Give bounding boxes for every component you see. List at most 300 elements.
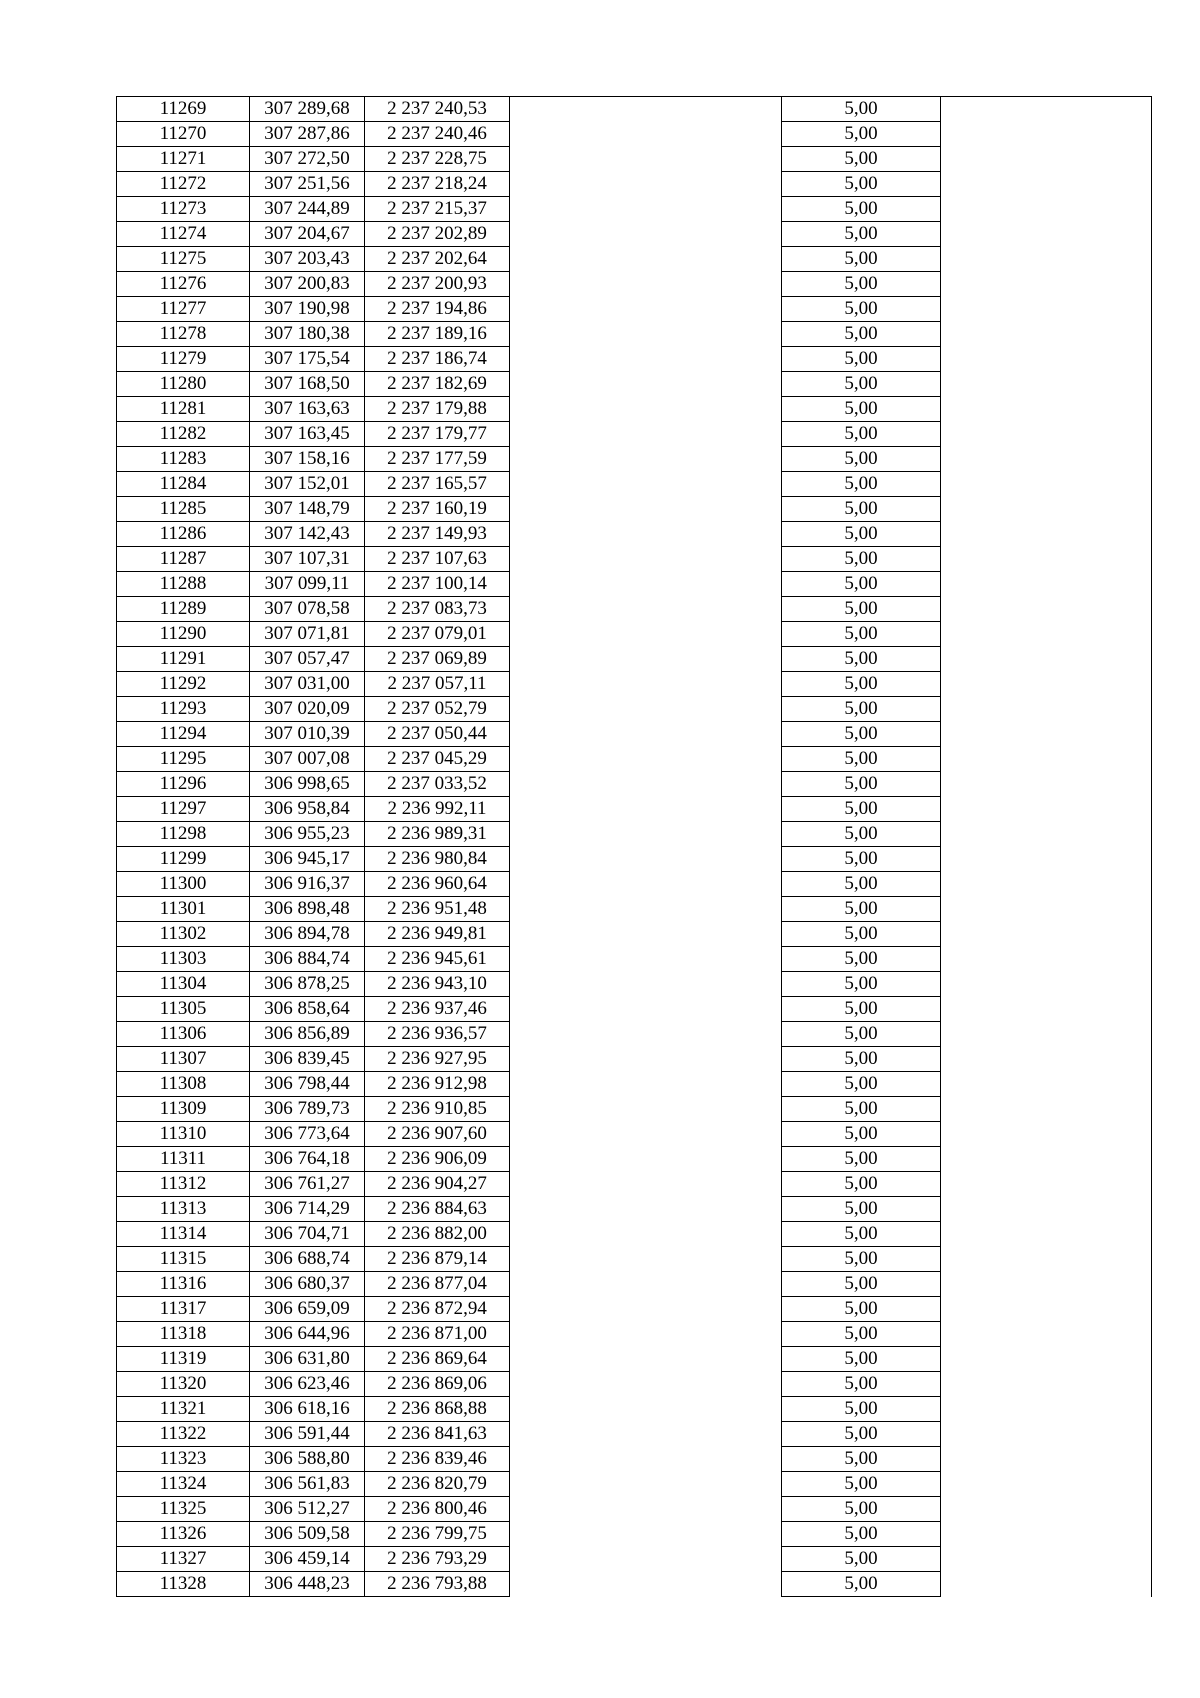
blank-cell (510, 1322, 782, 1347)
value-cell: 5,00 (782, 1347, 941, 1372)
last-cell (941, 222, 1152, 247)
table-row (117, 1522, 1152, 1547)
last-cell (941, 1022, 1152, 1047)
value-cell: 5,00 (782, 1197, 941, 1222)
blank-cell (510, 697, 782, 722)
last-cell (941, 897, 1152, 922)
x-coordinate-cell: 306 591,44 (250, 1422, 365, 1447)
last-cell (941, 1347, 1152, 1372)
y-coordinate-cell: 2 237 179,88 (365, 397, 510, 422)
point-number-cell: 11279 (117, 347, 250, 372)
point-number-cell: 11316 (117, 1272, 250, 1297)
x-coordinate-cell: 306 512,27 (250, 1497, 365, 1522)
table-row (117, 1322, 1152, 1347)
last-cell (941, 1097, 1152, 1122)
value-cell: 5,00 (782, 947, 941, 972)
y-coordinate-cell: 2 236 868,88 (365, 1397, 510, 1422)
table-row (117, 622, 1152, 647)
point-number-cell: 11306 (117, 1022, 250, 1047)
value-cell: 5,00 (782, 1072, 941, 1097)
table-row (117, 1572, 1152, 1597)
table-row (117, 1547, 1152, 1572)
x-coordinate-cell: 307 175,54 (250, 347, 365, 372)
last-cell (941, 1047, 1152, 1072)
point-number-cell: 11284 (117, 472, 250, 497)
point-number-cell: 11319 (117, 1347, 250, 1372)
value-cell: 5,00 (782, 997, 941, 1022)
blank-cell (510, 1397, 782, 1422)
blank-cell (510, 1097, 782, 1122)
point-number-cell: 11277 (117, 297, 250, 322)
table-row (117, 1197, 1152, 1222)
value-cell: 5,00 (782, 872, 941, 897)
point-number-cell: 11290 (117, 622, 250, 647)
table-row (117, 322, 1152, 347)
value-cell: 5,00 (782, 1372, 941, 1397)
last-cell (941, 997, 1152, 1022)
y-coordinate-cell: 2 237 228,75 (365, 147, 510, 172)
value-cell: 5,00 (782, 697, 941, 722)
blank-cell (510, 1372, 782, 1397)
blank-cell (510, 897, 782, 922)
blank-cell (510, 1422, 782, 1447)
table-row (117, 397, 1152, 422)
x-coordinate-cell: 306 955,23 (250, 822, 365, 847)
value-cell: 5,00 (782, 247, 941, 272)
last-cell (941, 1447, 1152, 1472)
blank-cell (510, 722, 782, 747)
blank-cell (510, 372, 782, 397)
table-row (117, 772, 1152, 797)
last-cell (941, 747, 1152, 772)
x-coordinate-cell: 306 659,09 (250, 1297, 365, 1322)
value-cell: 5,00 (782, 1122, 941, 1147)
value-cell: 5,00 (782, 497, 941, 522)
y-coordinate-cell: 2 236 992,11 (365, 797, 510, 822)
table-row (117, 922, 1152, 947)
y-coordinate-cell: 2 236 960,64 (365, 872, 510, 897)
x-coordinate-cell: 306 839,45 (250, 1047, 365, 1072)
x-coordinate-cell: 306 561,83 (250, 1472, 365, 1497)
x-coordinate-cell: 306 916,37 (250, 872, 365, 897)
point-number-cell: 11304 (117, 972, 250, 997)
value-cell: 5,00 (782, 1547, 941, 1572)
table-row (117, 1072, 1152, 1097)
point-number-cell: 11294 (117, 722, 250, 747)
y-coordinate-cell: 2 236 871,00 (365, 1322, 510, 1347)
blank-cell (510, 1347, 782, 1372)
last-cell (941, 272, 1152, 297)
table-row (117, 947, 1152, 972)
table-row (117, 1147, 1152, 1172)
point-number-cell: 11326 (117, 1522, 250, 1547)
y-coordinate-cell: 2 236 841,63 (365, 1422, 510, 1447)
y-coordinate-cell: 2 236 945,61 (365, 947, 510, 972)
last-cell (941, 397, 1152, 422)
point-number-cell: 11278 (117, 322, 250, 347)
blank-cell (510, 1472, 782, 1497)
y-coordinate-cell: 2 237 182,69 (365, 372, 510, 397)
last-cell (941, 972, 1152, 997)
blank-cell (510, 747, 782, 772)
last-cell (941, 122, 1152, 147)
last-cell (941, 497, 1152, 522)
y-coordinate-cell: 2 236 949,81 (365, 922, 510, 947)
last-cell (941, 97, 1152, 122)
y-coordinate-cell: 2 237 107,63 (365, 547, 510, 572)
blank-cell (510, 847, 782, 872)
point-number-cell: 11309 (117, 1097, 250, 1122)
x-coordinate-cell: 307 180,38 (250, 322, 365, 347)
point-number-cell: 11302 (117, 922, 250, 947)
value-cell: 5,00 (782, 897, 941, 922)
blank-cell (510, 272, 782, 297)
value-cell: 5,00 (782, 1047, 941, 1072)
last-cell (941, 622, 1152, 647)
x-coordinate-cell: 307 163,63 (250, 397, 365, 422)
x-coordinate-cell: 307 031,00 (250, 672, 365, 697)
x-coordinate-cell: 306 856,89 (250, 1022, 365, 1047)
y-coordinate-cell: 2 236 877,04 (365, 1272, 510, 1297)
blank-cell (510, 522, 782, 547)
point-number-cell: 11298 (117, 822, 250, 847)
table-row (117, 1397, 1152, 1422)
last-cell (941, 572, 1152, 597)
last-cell (941, 247, 1152, 272)
last-cell (941, 1197, 1152, 1222)
last-cell (941, 347, 1152, 372)
x-coordinate-cell: 306 884,74 (250, 947, 365, 972)
point-number-cell: 11269 (117, 97, 250, 122)
x-coordinate-cell: 307 071,81 (250, 622, 365, 647)
table-row (117, 147, 1152, 172)
value-cell: 5,00 (782, 397, 941, 422)
x-coordinate-cell: 307 168,50 (250, 372, 365, 397)
last-cell (941, 1497, 1152, 1522)
blank-cell (510, 797, 782, 822)
x-coordinate-cell: 307 251,56 (250, 172, 365, 197)
blank-cell (510, 122, 782, 147)
point-number-cell: 11293 (117, 697, 250, 722)
coordinates-table-body (117, 97, 1152, 1597)
value-cell: 5,00 (782, 622, 941, 647)
x-coordinate-cell: 306 509,58 (250, 1522, 365, 1547)
table-row (117, 997, 1152, 1022)
point-number-cell: 11317 (117, 1297, 250, 1322)
y-coordinate-cell: 2 237 194,86 (365, 297, 510, 322)
x-coordinate-cell: 306 459,14 (250, 1547, 365, 1572)
value-cell: 5,00 (782, 372, 941, 397)
last-cell (941, 1297, 1152, 1322)
value-cell: 5,00 (782, 1247, 941, 1272)
value-cell: 5,00 (782, 972, 941, 997)
table-row (117, 247, 1152, 272)
table-row (117, 472, 1152, 497)
blank-cell (510, 997, 782, 1022)
y-coordinate-cell: 2 237 200,93 (365, 272, 510, 297)
value-cell: 5,00 (782, 1422, 941, 1447)
y-coordinate-cell: 2 237 083,73 (365, 597, 510, 622)
table-row (117, 447, 1152, 472)
last-cell (941, 322, 1152, 347)
coordinates-table (116, 96, 1152, 1597)
x-coordinate-cell: 307 107,31 (250, 547, 365, 572)
table-row (117, 1272, 1152, 1297)
blank-cell (510, 172, 782, 197)
last-cell (941, 847, 1152, 872)
blank-cell (510, 622, 782, 647)
value-cell: 5,00 (782, 722, 941, 747)
value-cell: 5,00 (782, 797, 941, 822)
value-cell: 5,00 (782, 347, 941, 372)
point-number-cell: 11287 (117, 547, 250, 572)
table-row (117, 897, 1152, 922)
blank-cell (510, 947, 782, 972)
table-row (117, 1047, 1152, 1072)
table-row (117, 1422, 1152, 1447)
value-cell: 5,00 (782, 522, 941, 547)
last-cell (941, 547, 1152, 572)
value-cell: 5,00 (782, 472, 941, 497)
x-coordinate-cell: 307 007,08 (250, 747, 365, 772)
last-cell (941, 1147, 1152, 1172)
point-number-cell: 11315 (117, 1247, 250, 1272)
y-coordinate-cell: 2 237 202,89 (365, 222, 510, 247)
last-cell (941, 922, 1152, 947)
y-coordinate-cell: 2 237 177,59 (365, 447, 510, 472)
y-coordinate-cell: 2 236 793,29 (365, 1547, 510, 1572)
table-row (117, 797, 1152, 822)
last-cell (941, 1247, 1152, 1272)
y-coordinate-cell: 2 236 884,63 (365, 1197, 510, 1222)
y-coordinate-cell: 2 236 869,06 (365, 1372, 510, 1397)
value-cell: 5,00 (782, 847, 941, 872)
value-cell: 5,00 (782, 197, 941, 222)
x-coordinate-cell: 306 761,27 (250, 1172, 365, 1197)
table-row (117, 972, 1152, 997)
last-cell (941, 822, 1152, 847)
y-coordinate-cell: 2 236 800,46 (365, 1497, 510, 1522)
last-cell (941, 1272, 1152, 1297)
x-coordinate-cell: 307 148,79 (250, 497, 365, 522)
last-cell (941, 672, 1152, 697)
last-cell (941, 1372, 1152, 1397)
point-number-cell: 11286 (117, 522, 250, 547)
table-row (117, 347, 1152, 372)
table-row (117, 1247, 1152, 1272)
last-cell (941, 522, 1152, 547)
point-number-cell: 11310 (117, 1122, 250, 1147)
x-coordinate-cell: 306 623,46 (250, 1372, 365, 1397)
point-number-cell: 11308 (117, 1072, 250, 1097)
blank-cell (510, 1197, 782, 1222)
value-cell: 5,00 (782, 122, 941, 147)
blank-cell (510, 1247, 782, 1272)
value-cell: 5,00 (782, 822, 941, 847)
last-cell (941, 1572, 1152, 1597)
table-row (117, 1472, 1152, 1497)
point-number-cell: 11328 (117, 1572, 250, 1597)
x-coordinate-cell: 306 789,73 (250, 1097, 365, 1122)
table-row (117, 1372, 1152, 1397)
table-row (117, 572, 1152, 597)
value-cell: 5,00 (782, 1572, 941, 1597)
table-row (117, 522, 1152, 547)
blank-cell (510, 647, 782, 672)
y-coordinate-cell: 2 236 937,46 (365, 997, 510, 1022)
blank-cell (510, 772, 782, 797)
blank-cell (510, 1022, 782, 1047)
table-row (117, 547, 1152, 572)
x-coordinate-cell: 306 898,48 (250, 897, 365, 922)
blank-cell (510, 1447, 782, 1472)
value-cell: 5,00 (782, 1272, 941, 1297)
point-number-cell: 11323 (117, 1447, 250, 1472)
y-coordinate-cell: 2 237 045,29 (365, 747, 510, 772)
last-cell (941, 1422, 1152, 1447)
table-row (117, 1497, 1152, 1522)
x-coordinate-cell: 306 998,65 (250, 772, 365, 797)
table-row (117, 297, 1152, 322)
last-cell (941, 1397, 1152, 1422)
point-number-cell: 11321 (117, 1397, 250, 1422)
x-coordinate-cell: 307 078,58 (250, 597, 365, 622)
y-coordinate-cell: 2 236 882,00 (365, 1222, 510, 1247)
blank-cell (510, 872, 782, 897)
x-coordinate-cell: 307 020,09 (250, 697, 365, 722)
point-number-cell: 11313 (117, 1197, 250, 1222)
x-coordinate-cell: 307 200,83 (250, 272, 365, 297)
last-cell (941, 422, 1152, 447)
value-cell: 5,00 (782, 1472, 941, 1497)
x-coordinate-cell: 307 057,47 (250, 647, 365, 672)
table-row (117, 872, 1152, 897)
point-number-cell: 11280 (117, 372, 250, 397)
y-coordinate-cell: 2 237 202,64 (365, 247, 510, 272)
table-row (117, 272, 1152, 297)
blank-cell (510, 572, 782, 597)
table-row (117, 372, 1152, 397)
table-row (117, 1297, 1152, 1322)
last-cell (941, 297, 1152, 322)
y-coordinate-cell: 2 236 879,14 (365, 1247, 510, 1272)
y-coordinate-cell: 2 237 052,79 (365, 697, 510, 722)
value-cell: 5,00 (782, 1497, 941, 1522)
point-number-cell: 11289 (117, 597, 250, 622)
y-coordinate-cell: 2 236 943,10 (365, 972, 510, 997)
table-row (117, 172, 1152, 197)
blank-cell (510, 147, 782, 172)
x-coordinate-cell: 307 287,86 (250, 122, 365, 147)
last-cell (941, 1522, 1152, 1547)
y-coordinate-cell: 2 236 980,84 (365, 847, 510, 872)
point-number-cell: 11275 (117, 247, 250, 272)
x-coordinate-cell: 306 764,18 (250, 1147, 365, 1172)
blank-cell (510, 497, 782, 522)
point-number-cell: 11307 (117, 1047, 250, 1072)
y-coordinate-cell: 2 237 189,16 (365, 322, 510, 347)
blank-cell (510, 972, 782, 997)
table-row (117, 847, 1152, 872)
y-coordinate-cell: 2 237 149,93 (365, 522, 510, 547)
y-coordinate-cell: 2 237 186,74 (365, 347, 510, 372)
last-cell (941, 597, 1152, 622)
x-coordinate-cell: 307 272,50 (250, 147, 365, 172)
blank-cell (510, 1497, 782, 1522)
value-cell: 5,00 (782, 1172, 941, 1197)
y-coordinate-cell: 2 237 033,52 (365, 772, 510, 797)
point-number-cell: 11292 (117, 672, 250, 697)
table-row (117, 597, 1152, 622)
y-coordinate-cell: 2 236 904,27 (365, 1172, 510, 1197)
blank-cell (510, 822, 782, 847)
point-number-cell: 11311 (117, 1147, 250, 1172)
x-coordinate-cell: 306 588,80 (250, 1447, 365, 1472)
point-number-cell: 11320 (117, 1372, 250, 1397)
table-row (117, 647, 1152, 672)
blank-cell (510, 597, 782, 622)
point-number-cell: 11285 (117, 497, 250, 522)
blank-cell (510, 1547, 782, 1572)
last-cell (941, 447, 1152, 472)
table-row (117, 1097, 1152, 1122)
point-number-cell: 11312 (117, 1172, 250, 1197)
point-number-cell: 11276 (117, 272, 250, 297)
table-row (117, 122, 1152, 147)
value-cell: 5,00 (782, 172, 941, 197)
point-number-cell: 11325 (117, 1497, 250, 1522)
blank-cell (510, 1122, 782, 1147)
point-number-cell: 11295 (117, 747, 250, 772)
x-coordinate-cell: 306 644,96 (250, 1322, 365, 1347)
last-cell (941, 1547, 1152, 1572)
value-cell: 5,00 (782, 1147, 941, 1172)
y-coordinate-cell: 2 237 218,24 (365, 172, 510, 197)
blank-cell (510, 1172, 782, 1197)
value-cell: 5,00 (782, 672, 941, 697)
point-number-cell: 11281 (117, 397, 250, 422)
y-coordinate-cell: 2 236 839,46 (365, 1447, 510, 1472)
point-number-cell: 11274 (117, 222, 250, 247)
last-cell (941, 872, 1152, 897)
table-row (117, 697, 1152, 722)
y-coordinate-cell: 2 237 240,53 (365, 97, 510, 122)
point-number-cell: 11273 (117, 197, 250, 222)
blank-cell (510, 547, 782, 572)
blank-cell (510, 1297, 782, 1322)
last-cell (941, 1322, 1152, 1347)
value-cell: 5,00 (782, 747, 941, 772)
value-cell: 5,00 (782, 1022, 941, 1047)
point-number-cell: 11283 (117, 447, 250, 472)
last-cell (941, 472, 1152, 497)
y-coordinate-cell: 2 236 869,64 (365, 1347, 510, 1372)
blank-cell (510, 672, 782, 697)
x-coordinate-cell: 306 894,78 (250, 922, 365, 947)
last-cell (941, 1222, 1152, 1247)
point-number-cell: 11291 (117, 647, 250, 672)
value-cell: 5,00 (782, 222, 941, 247)
last-cell (941, 1472, 1152, 1497)
x-coordinate-cell: 307 163,45 (250, 422, 365, 447)
blank-cell (510, 1222, 782, 1247)
last-cell (941, 697, 1152, 722)
x-coordinate-cell: 306 945,17 (250, 847, 365, 872)
y-coordinate-cell: 2 236 910,85 (365, 1097, 510, 1122)
table-row (117, 747, 1152, 772)
last-cell (941, 647, 1152, 672)
x-coordinate-cell: 307 099,11 (250, 572, 365, 597)
